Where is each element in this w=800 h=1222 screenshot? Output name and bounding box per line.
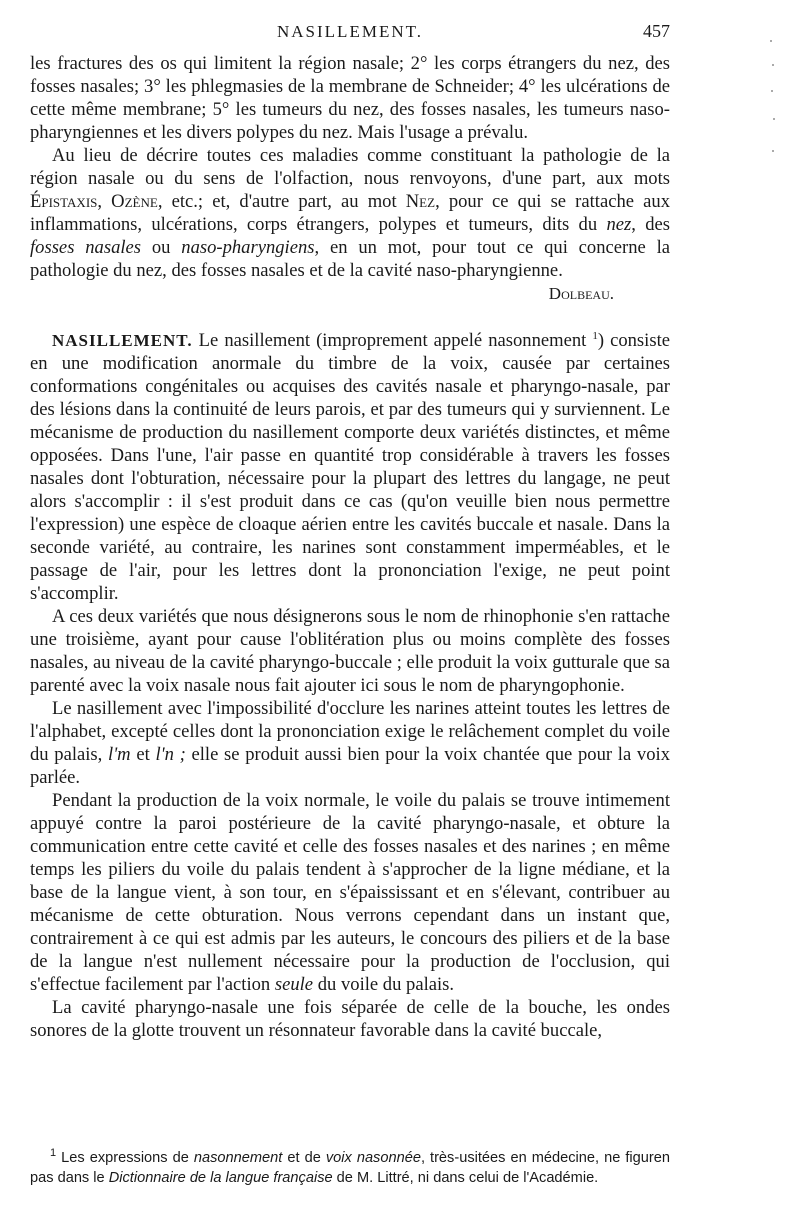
italic-term: nasonnement [193,1150,283,1166]
scan-speck [772,64,774,66]
page-number: 457 [643,21,670,41]
paragraph-5 [30,697,670,789]
text-run: Le nasillement (improprement appelé nasonnement [192,330,593,351]
italic-term: naso-pharyngiens [181,237,315,258]
footnote-reference: 1 [592,329,598,342]
page-header [30,20,670,44]
text-run: de M. Littré, ni dans celui de l'Académie. [332,1170,599,1186]
text-run: Le nasillement avec l'impossibilité d'occlure les narines atteint toutes les lettres de l'alphabet, excepté celles dont la prononciation exige le relâchement complet du voile du palais, [30,698,670,765]
italic-term: fosses nasales [30,237,142,258]
paragraph-2 [30,144,670,282]
text-run: et de [282,1150,326,1166]
scan-speck [773,118,775,120]
text-run: Pendant la production de la voix normale, le voile du palais se trouve intimement appuyé contre la paroi postérieure de la cavité pharyngo-nasale, et obture la communication entre cette cavité et celle des fosses nasales et des narines ; en même temps les piliers du voile du palais tendent à s'approcher de la ligne médiane, et la base de la langue vient, à son tour, en s'épaississant et en s'élevant, contribuer au mécanisme de cette obturation. Nous verrons cependant dans un instant que, contrairement à ce qui est admis par les auteurs, le concours des piliers et de la base de la langue n'est nullement nécessaire pour la production de l'occlusion, qui s'effectue facilement par l'action [30,790,670,995]
author-signature: Dolbeau. [548,284,614,303]
text-run: , très-usitées en médecine, ne figuren pas dans le [30,1150,670,1186]
text-run: Au lieu de décrire toutes ces maladies comme constituant la pathologie de la région nasale ou du sens de l'olfaction, nous renvoyons, d'une part, aux mots [30,145,670,189]
cross-reference-nez: Nez [405,191,436,212]
italic-term: l'n ; [155,744,186,765]
scan-speck [770,40,772,42]
running-title: NASILLEMENT. [277,22,423,41]
text-run: elle se produit aussi bien pour la voix chantée que pour la voix parlée. [30,744,670,788]
paragraph-1: les fractures des os qui limitent la région nasale; 2° les corps étrangers du nez, des fosses nasales; 3° les phlegmasies de la membrane de Schneider; 4° les ulcérations de cette même membrane; 5° les tumeurs du nez, des fosses nasales, les tumeurs naso-pharyngiennes et les divers polypes du nez. Mais l'usage a prévalu. [30,53,670,143]
scan-speck [772,150,774,152]
body-text [30,52,670,1042]
text-run: , des [631,214,670,235]
text-run: du voile du palais. [313,974,455,995]
cross-reference-ozene: Ozène [111,191,158,212]
footnote [30,1148,670,1188]
scan-speck [771,90,773,92]
cross-reference-epistaxis: Épistaxis [30,191,98,212]
text-run: , pour ce qui se rattache aux inflammations, ulcérations, corps étrangers, polypes et tumeurs, dits du [30,191,670,235]
footnote-text [30,1148,670,1188]
text-run: ou [141,237,182,258]
paragraph-7: La cavité pharyngo-nasale une fois séparée de celle de la bouche, les ondes sonores de la glotte trouvent un résonnateur favorable dans la cavité buccale, [30,997,670,1041]
italic-term: voix nasonnée [325,1150,421,1166]
text-run: , en un mot, pour tout ce qui concerne la pathologie du nez, des fosses nasales et de la cavité naso-pharyngienne. [30,237,671,281]
footnote-marker: 1 [50,1147,57,1160]
text-run: , etc.; et, d'autre part, au mot [157,191,406,212]
italic-term: l'm [108,744,131,765]
italic-term: Dictionnaire de la langue française [108,1170,333,1186]
scan-margin-specks [770,40,776,170]
italic-term: seule [274,974,314,995]
paragraph-4: A ces deux variétés que nous désignerons sous le nom de rhinophonie s'en rattache une troisième, ayant pour cause l'oblitération plus ou moins complète des fosses nasales, au niveau de la cavité pharyngo-buccale ; elle produit la voix gutturale que sa parenté avec la voix nasale nous fait ajouter ici sous le nom de pharyngophonie. [30,606,670,696]
paragraph-3 [30,329,670,605]
italic-term: nez [606,214,632,235]
article-headword: NASILLEMENT. [52,331,193,350]
paragraph-6 [30,789,670,996]
text-run: , [97,191,112,212]
text-run: et [130,744,156,765]
text-run: ) consiste en une modification anormale du timbre de la voix, causée par certaines conformations congénitales ou acquises des cavités nasale et pharyngo-nasale, par des lésions dans la continuité de leurs parois, et par des tumeurs qui y surviennent. Le mécanisme de production du nasillement comporte deux variétés distinctes, et même opposées. Dans l'une, l'air passe en quantité trop considérable à travers les fosses nasales dont l'obturation, nécessaire pour la plupart des lettres du langage, ne peut alors s'accomplir : il s'est produit dans ce cas (qu'on veuille bien nous permettre l'expression) une espèce de cloaque aérien entre les cavités buccale et nasale. Dans la seconde variété, au contraire, les narines sont constamment imperméables, et le passage de l'air, pour les lettres dont la prononciation l'exige, ne peut point s'accomplir. [30,330,670,604]
text-run: Les expressions de [56,1150,194,1166]
